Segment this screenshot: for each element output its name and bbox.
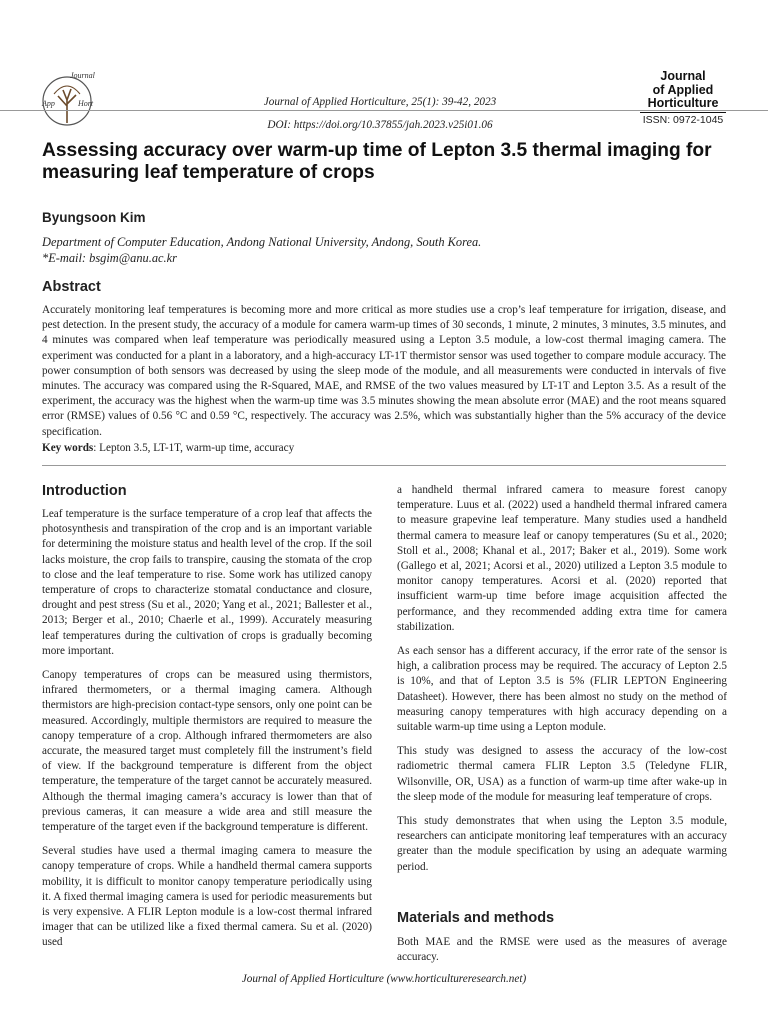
- right-column: [397, 483, 727, 884]
- journal-name-line2: of Applied: [652, 82, 714, 97]
- methods-column: [397, 935, 727, 974]
- journal-citation: Journal of Applied Horticulture, 25(1): 39-42, 2023: [263, 96, 497, 108]
- footer: Journal of Applied Horticulture (www.horticultureresearch.net): [241, 973, 527, 985]
- journal-name-line3: Horticulture: [647, 96, 719, 110]
- intro-paragraph-6: This study was designed to assess the accuracy of the low-cost radiometric thermal camera FLIR Lepton 3.5 (Teledyne FLIR, Wilsonville, OR, USA) as a function of warm-up time after wake-up in the sleep mode of the module for measuring leaf temperature of crops.: [397, 745, 727, 803]
- intro-paragraph-3: Several studies have used a thermal imaging camera to measure the canopy temperature of crops. While a handheld thermal camera supports mobility, it is difficult to monitor canopy temperature periodically using it. A fixed thermal imaging camera is used for periodic measurements but is very expensive. A FLIR Lepton module is a low-cost thermal infrared imager that can be utilized like a fixed thermal camera. Su et al. (2020) used: [42, 845, 372, 949]
- abstract-heading: Abstract: [42, 279, 101, 295]
- journal-name-line1: Journal: [660, 69, 706, 83]
- intro-paragraph-1: Leaf temperature is the surface temperature of a crop leaf that affects the photosynthesis and transpiration of the crop and is an important variable for determining the moisture status and health level of the crop. If the soil lacks moisture, the crop fails to transpire, causing the stomata of the crop to close and the leaf temperature to rise. Some work has utilized canopy temperature of crops to characterize stomatal conductance and closure, drought and pest stress (Su et al., 2020; Yang et al., 2021; Ballester et al., 2013; Berger et al., 2010; Chaerle et al., 1999). Accurately measuring leaf temperatures during the cultivation of crops is gradually becoming more important.: [42, 508, 372, 657]
- introduction-heading: Introduction: [42, 483, 127, 499]
- journal-box-rule: [640, 112, 726, 113]
- keywords-label: Key words: [42, 442, 94, 454]
- methods-paragraph-1: Both MAE and the RMSE were used as the measures of average accuracy.: [397, 936, 727, 964]
- abstract-text: Accurately monitoring leaf temperatures is becoming more and more critical as more studies use a crop’s leaf temperature for irrigation, disease, and pest detection. In the present study, the accuracy of a module for camera warm-up times of 30 seconds, 1 minute, 2 minutes, 3 minutes, 3.5 minutes, and 4 minutes was compared when leaf temperature was periodically measured using a Lepton 3.5 module, a low-cost thermal imaging camera. The experiment was conducted for a plant in a laboratory, and a high-accuracy LT-1T thermistor sensor was used together to compare module accuracy. The power consumption of both sensors was decreased by using the sleep mode of the module, and all measurements were conducted in intervals of five minutes. The accuracy was compared using the R-Squared, MAE, and RMSE of the two values measured by LT-1T and Lepton 3.5. As a result of the experiment, the accuracy was the highest when the warm-up time was 3.5 minutes showing the mean absolute error (MAE) and the root means squared error (RMSE) values of 0.56 °C and 0.59 °C, respectively. The accuracy was 2.5%, which was substantially higher than the 5% accuracy of the device specification.: [42, 304, 726, 438]
- methods-heading: Materials and methods: [397, 910, 555, 926]
- left-column: [42, 507, 372, 960]
- affiliation: Department of Computer Education, Andong National University, Andong, South Korea.: [42, 235, 482, 249]
- journal-name-box: [640, 70, 726, 111]
- logo-text-hort: Hort: [78, 99, 94, 108]
- journal-logo: [36, 68, 98, 130]
- intro-paragraph-2: Canopy temperatures of crops can be measured using thermistors, infrared thermometers, or a thermal imaging camera. Although thermistors are high-precision contact-type sensors, only one point can be measured. Accordingly, multiple thermistors are required to measure the canopy temperature of a crop. Although infrared thermometers are also accurate, the measured target must completely fill the instrument’s field of view. If the background temperature is different from the object temperature, the temperature of the target cannot be accurately measured. Although the thermal imaging camera’s accuracy is lower than that of previous cameras, it can measure a wide area and still measure the temperature of the target even if the background temperature is different.: [42, 669, 372, 834]
- keywords: [42, 442, 726, 454]
- intro-paragraph-5: As each sensor has a different accuracy, if the error rate of the sensor is high, a calibration process may be required. The accuracy of Lepton 2.5 is 10%, and that of Lepton 3.5 is 5% (FLIR LEPTON Engineering Datasheet). However, there has been almost no study on the method of measuring canopy temperatures with high accuracy depending on a suitable warm-up time using a Lepton module.: [397, 645, 727, 734]
- author-email[interactable]: *E-mail: bsgim@anu.ac.kr: [42, 251, 177, 265]
- intro-paragraph-4: a handheld thermal infrared camera to measure forest canopy temperature. Luus et al. (2022) used a handheld thermal infrared camera to measure grapevine leaf temperature. Many studies used a handheld thermal camera to measure leaf or canopy temperatures (Su et al., 2020; Stoll et al., 2008; Khanal et al., 2017; Baker et al., 2019). Some work (Gallego et al, 2021; Acorsi et al., 2020) utilized a Lepton 3.5 module to monitor canopy temperatures. Acorsi et al. (2020) reported that insufficient warm-up time before image acquisition affected the performance, and they recommended adding extra time for camera stabilization.: [397, 484, 727, 633]
- author-affiliation-block: [42, 234, 732, 266]
- keywords-list: : Lepton 3.5, LT-1T, warm-up time, accuracy: [93, 442, 295, 454]
- issn: ISSN: 0972-1045: [642, 114, 724, 126]
- logo-text-journal: Journal: [70, 71, 95, 80]
- intro-paragraph-7: This study demonstrates that when using the Lepton 3.5 module, researchers can anticipate monitoring leaf temperatures with an accuracy greater than the module specification by using an adequate warming period.: [397, 815, 727, 873]
- section-divider: [42, 465, 726, 466]
- logo-text-app: App: [42, 99, 55, 108]
- author-name: Byungsoon Kim: [42, 210, 146, 225]
- article-title: Assessing accuracy over warm-up time of Lepton 3.5 thermal imaging for measuring leaf temperature of crops: [42, 140, 712, 183]
- doi-link[interactable]: DOI: https://doi.org/10.37855/jah.2023.v25i01.06: [267, 119, 493, 131]
